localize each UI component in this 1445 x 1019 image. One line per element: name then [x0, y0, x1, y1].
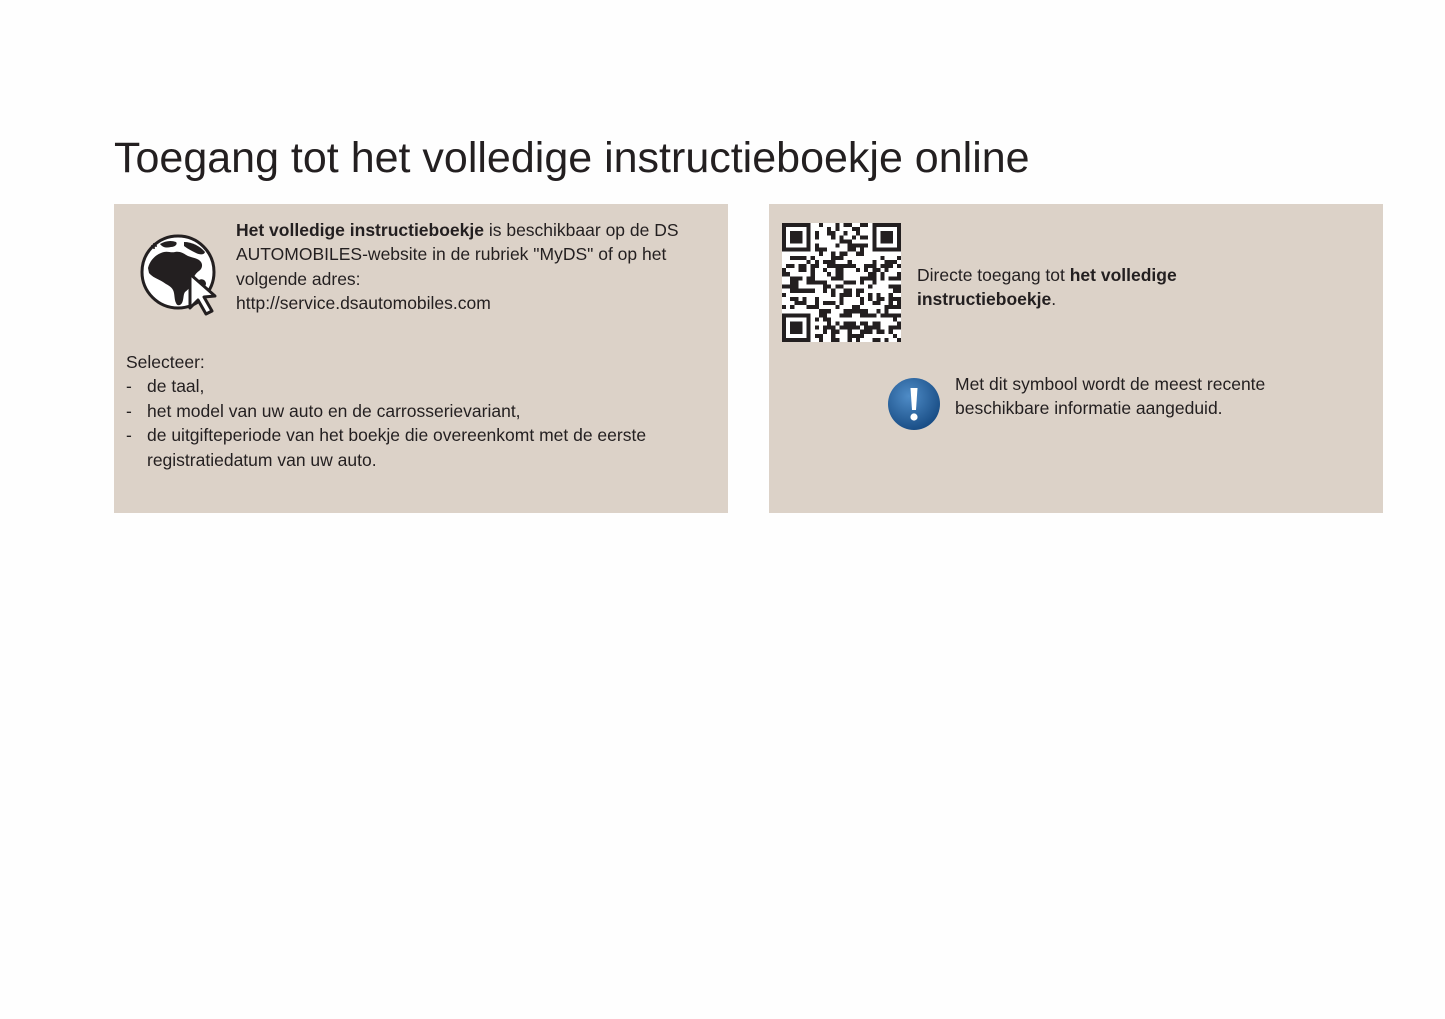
- list-item: [126, 399, 716, 423]
- info-symbol-description: Met dit symbool wordt de meest recente beschikbare informatie aangeduid.: [955, 374, 1266, 419]
- qr-text-plain: Directe toegang tot: [917, 265, 1070, 285]
- qr-description: [917, 263, 1237, 312]
- list-bullet: -: [126, 400, 132, 421]
- service-url: http://service.dsautomobiles.com: [236, 293, 491, 314]
- select-heading: Selecteer:: [126, 352, 205, 372]
- manual-availability-rest: is beschikbaar op de DS AUTOMOBILES-website in de rubriek "MyDS" of op het volgende adres:: [236, 220, 679, 289]
- page-title: Toegang tot het volledige instructieboekje online: [114, 134, 1030, 182]
- online-manual-panel: [114, 204, 728, 513]
- qr-code-icon: [782, 223, 901, 342]
- exclamation-info-icon: [887, 377, 941, 431]
- list-item-text: de uitgifteperiode van het boekje die overeenkomt met de eerste registratiedatum van uw auto.: [147, 425, 647, 470]
- list-item: [126, 423, 716, 472]
- list-item-text: de taal,: [147, 376, 205, 397]
- select-list: [126, 374, 716, 472]
- qr-access-panel: [769, 204, 1383, 513]
- manual-availability-text: [236, 218, 722, 316]
- list-bullet: -: [126, 425, 132, 446]
- selection-instructions: [126, 350, 716, 472]
- list-bullet: -: [126, 376, 132, 397]
- globe-with-cursor-icon: [138, 232, 230, 324]
- list-item: [126, 374, 716, 398]
- qr-text-end: .: [1051, 289, 1057, 310]
- list-item-text: het model van uw auto en de carrosserievariant,: [147, 400, 521, 421]
- qr-text-bold: het volledige instructieboekje: [917, 265, 1177, 310]
- manual-title-bold: Het volledige instructieboekje: [236, 220, 484, 240]
